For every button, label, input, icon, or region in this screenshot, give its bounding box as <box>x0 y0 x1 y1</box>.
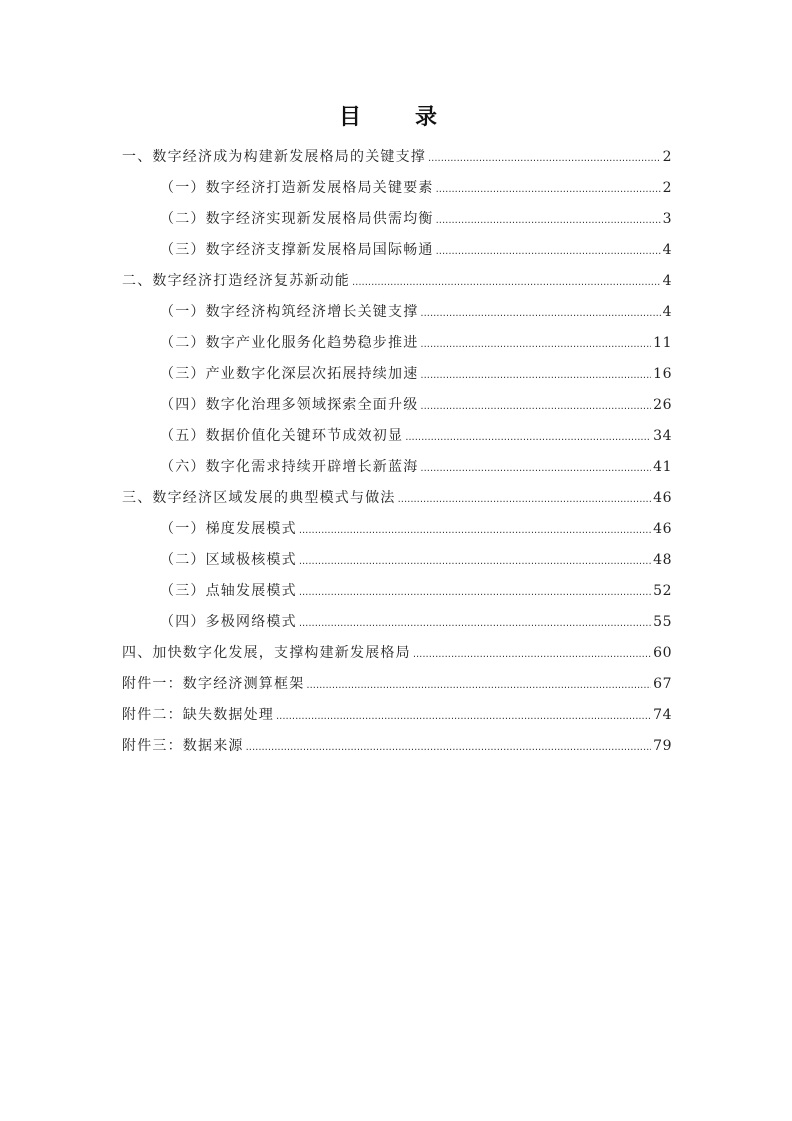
toc-entry-text: 附件二：缺失数据处理 <box>122 707 274 723</box>
toc-entry[interactable] <box>122 390 672 421</box>
toc-entry[interactable] <box>122 328 672 359</box>
toc-leader-dots <box>299 546 651 577</box>
toc-entry-text: 三、数字经济区域发展的典型模式与做法 <box>122 490 396 506</box>
toc-entry-page: 2 <box>662 180 672 196</box>
toc-leader-dots <box>420 391 651 422</box>
toc-entry-text: （一）梯度发展模式 <box>160 521 297 537</box>
toc-entry[interactable] <box>122 607 672 638</box>
toc-entry[interactable] <box>122 142 672 173</box>
toc-entry[interactable] <box>122 700 672 731</box>
toc-leader-dots <box>428 143 661 174</box>
toc-entry[interactable] <box>122 173 672 204</box>
toc-entry-text: （三）数字经济支撑新发展格局国际畅通 <box>160 242 434 258</box>
toc-entry[interactable] <box>122 576 672 607</box>
toc-entry-page: 16 <box>653 366 672 382</box>
toc-entry-text: 四、加快数字化发展，支撑构建新发展格局 <box>122 645 411 661</box>
toc-entry[interactable] <box>122 731 672 762</box>
toc-entry-text: （二）数字产业化服务化趋势稳步推进 <box>160 335 419 351</box>
toc-leader-dots <box>436 174 661 205</box>
toc-entry-page: 26 <box>653 397 672 413</box>
toc-entry[interactable] <box>122 638 672 669</box>
toc-leader-dots <box>405 422 651 453</box>
toc-leader-dots <box>420 360 651 391</box>
toc-leader-dots <box>299 608 651 639</box>
toc-entry-text: （四）多极网络模式 <box>160 614 297 630</box>
toc-leader-dots <box>413 639 651 670</box>
toc-entry-page: 4 <box>662 304 672 320</box>
toc-leader-dots <box>299 577 651 608</box>
toc-entry[interactable] <box>122 359 672 390</box>
toc-entry-text: 附件三：数据来源 <box>122 738 244 754</box>
toc-entry[interactable] <box>122 483 672 514</box>
toc-leader-dots <box>436 205 661 236</box>
toc-entry[interactable] <box>122 297 672 328</box>
toc-entry-text: （二）数字经济实现新发展格局供需均衡 <box>160 211 434 227</box>
toc-entry-text: （二）区域极核模式 <box>160 552 297 568</box>
toc-entry-page: 74 <box>653 707 672 723</box>
toc-entry-page: 2 <box>662 149 672 165</box>
toc-leader-dots <box>436 236 661 267</box>
toc-entry-text: （一）数字经济打造新发展格局关键要素 <box>160 180 434 196</box>
toc-entry-page: 41 <box>653 459 672 475</box>
toc-entry[interactable] <box>122 545 672 576</box>
toc-entry[interactable] <box>122 204 672 235</box>
toc-entry[interactable] <box>122 266 672 297</box>
toc-entry[interactable] <box>122 235 672 266</box>
toc-entry-page: 46 <box>653 521 672 537</box>
toc-entry-text: 附件一：数字经济测算框架 <box>122 676 305 692</box>
toc-entry-text: 一、数字经济成为构建新发展格局的关键支撑 <box>122 149 426 165</box>
toc-leader-dots <box>398 484 652 515</box>
toc-entry-page: 55 <box>653 614 672 630</box>
toc-entry-page: 79 <box>653 738 672 754</box>
toc-entry-text: （一）数字经济构筑经济增长关键支撑 <box>160 304 419 320</box>
toc-entry-page: 52 <box>653 583 672 599</box>
toc-leader-dots <box>352 267 661 298</box>
toc-leader-dots <box>306 670 651 701</box>
toc-entry-page: 4 <box>662 273 672 289</box>
toc-entry-page: 4 <box>662 242 672 258</box>
toc-entry-text: （六）数字化需求持续开辟增长新蓝海 <box>160 459 419 475</box>
toc-entry[interactable] <box>122 452 672 483</box>
toc-entry[interactable] <box>122 514 672 545</box>
toc-leader-dots <box>420 329 651 360</box>
toc-leader-dots <box>246 732 652 763</box>
toc-leader-dots <box>276 701 651 732</box>
toc-title: 目 录 <box>338 105 453 130</box>
toc-entry-page: 67 <box>653 676 672 692</box>
toc-entry-text: （五）数据价值化关键环节成效初显 <box>160 428 404 444</box>
toc-entry-page: 60 <box>653 645 672 661</box>
toc-leader-dots <box>420 298 660 329</box>
toc-entry-page: 48 <box>653 552 672 568</box>
toc-entry-text: （三）产业数字化深层次拓展持续加速 <box>160 366 419 382</box>
toc-entry-page: 34 <box>653 428 672 444</box>
toc-leader-dots <box>299 515 651 546</box>
toc-entry[interactable] <box>122 669 672 700</box>
toc-entry-page: 11 <box>653 335 672 351</box>
toc-entry-text: （三）点轴发展模式 <box>160 583 297 599</box>
toc-leader-dots <box>420 453 651 484</box>
toc-entry[interactable] <box>122 421 672 452</box>
toc-list <box>122 142 672 762</box>
toc-entry-page: 3 <box>662 211 672 227</box>
toc-entry-text: （四）数字化治理多领域探索全面升级 <box>160 397 419 413</box>
toc-entry-text: 二、数字经济打造经济复苏新动能 <box>122 273 350 289</box>
toc-entry-page: 46 <box>653 490 672 506</box>
